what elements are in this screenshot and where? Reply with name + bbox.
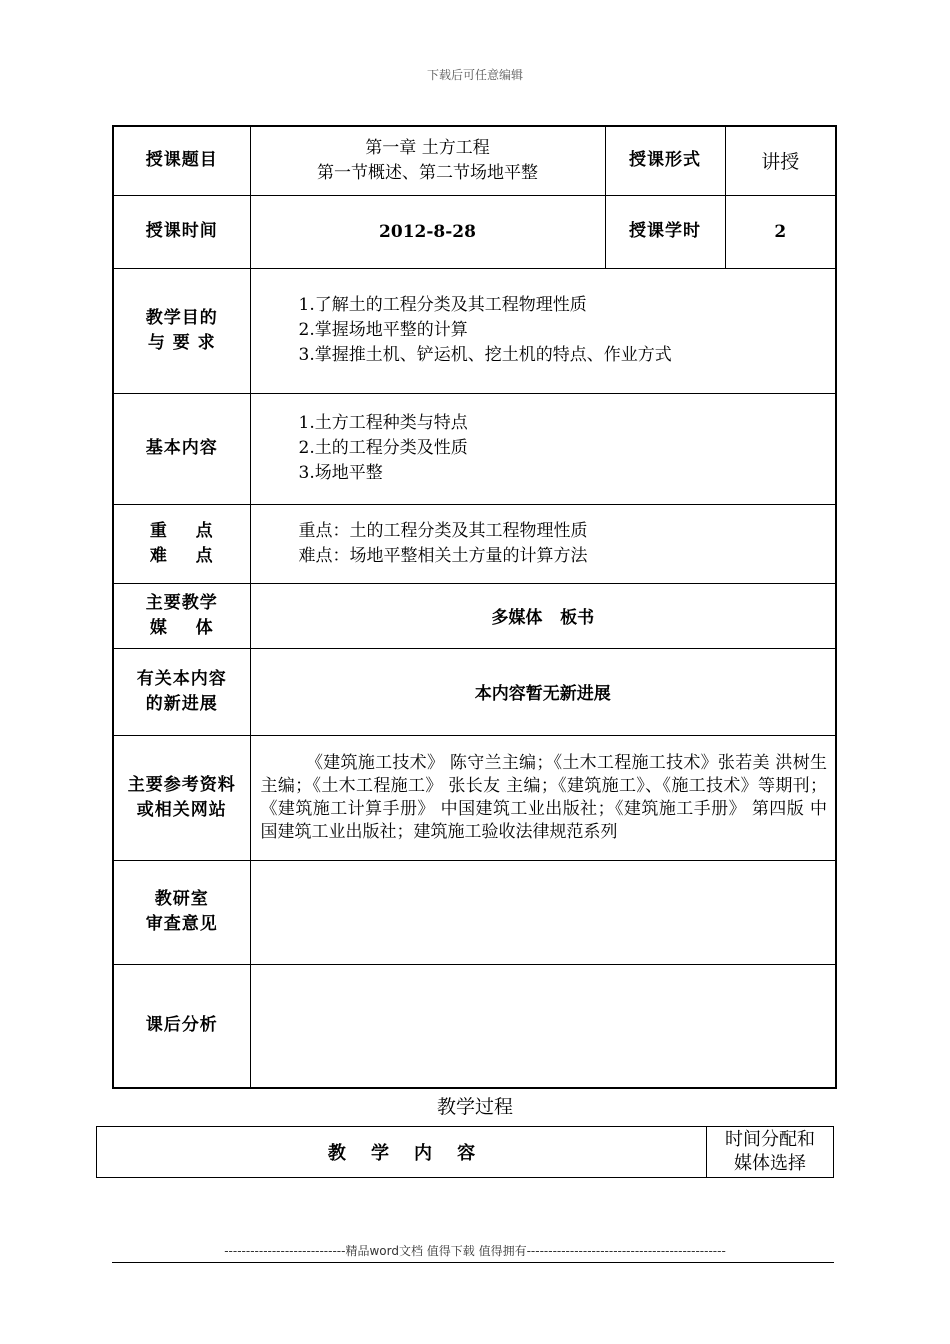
- topic-value: [250, 126, 605, 195]
- refs-label-line-1: 主要参考资料: [127, 774, 236, 795]
- media-label-line-2: 媒 体: [149, 617, 214, 638]
- lesson-plan-table: [112, 125, 837, 1089]
- goals-list: [250, 268, 836, 393]
- review-label-line-1: 教研室: [154, 889, 209, 909]
- contents-list: [250, 393, 836, 504]
- refs-value: 《建筑施工技术》 陈守兰主编；《土木工程施工技术》张若美 洪树生主编；《土木工程施工》 张长友 主编；《建筑施工》、《施工技术》等期刊；《建筑施工计算手册》 中国建筑工业出版社；《建筑施工手册》 第四版 中国建筑工业出版社；建筑施工验收法律规范系列: [250, 735, 836, 860]
- topic-line-1: 第一章 土方工程: [365, 137, 490, 158]
- goals-label-line-2: 与 要 求: [147, 332, 216, 353]
- row-key-points: [113, 504, 836, 583]
- hours-value: 2: [725, 195, 836, 268]
- goals-label-line-1: 教学目的: [145, 307, 218, 328]
- row-references: [113, 735, 836, 860]
- difficult-point: 难点：场地平整相关土方量的计算方法: [298, 545, 588, 566]
- process-time-header-line-1: 时间分配和: [725, 1129, 815, 1150]
- process-content-header: 教 学 内 容: [97, 1127, 707, 1178]
- form-label: 授课形式: [605, 126, 725, 195]
- topic-label: 授课题目: [113, 126, 250, 195]
- row-progress: [113, 648, 836, 735]
- process-title: 教学过程: [436, 1096, 513, 1118]
- hours-label: 授课学时: [605, 195, 725, 268]
- list-item: 2.土的工程分类及性质: [298, 438, 468, 458]
- form-value: 讲授: [725, 126, 836, 195]
- row-review: [113, 860, 836, 964]
- process-table: [96, 1126, 834, 1178]
- footer-note: ----------------------------精品word文档 值得下载 值得拥有----------------------------------------------: [224, 1244, 726, 1258]
- progress-value: 本内容暂无新进展: [250, 648, 836, 735]
- row-analysis: [113, 964, 836, 1088]
- process-header-row: [97, 1127, 834, 1178]
- progress-label: [113, 648, 250, 735]
- topic-line-2: 第一节概述、第二节场地平整: [317, 162, 538, 183]
- list-item: 3.掌握推土机、铲运机、挖土机的特点、作业方式: [298, 345, 672, 365]
- row-media: [113, 583, 836, 648]
- goals-label: [113, 268, 250, 393]
- progress-label-line-2: 的新进展: [145, 693, 218, 714]
- analysis-label: 课后分析: [113, 964, 250, 1088]
- header-note: 下载后可任意编辑: [426, 68, 523, 82]
- list-item: 2.掌握场地平整的计算: [298, 320, 468, 340]
- row-goals: [113, 268, 836, 393]
- time-label: 授课时间: [113, 195, 250, 268]
- media-label: [113, 583, 250, 648]
- list-item: 1.土方工程种类与特点: [298, 413, 468, 433]
- analysis-value[interactable]: [250, 964, 836, 1088]
- key-label-line-1: 重 点: [149, 520, 214, 541]
- refs-label: [113, 735, 250, 860]
- key-label: [113, 504, 250, 583]
- row-topic: [113, 126, 836, 195]
- row-time: [113, 195, 836, 268]
- list-item: 1.了解土的工程分类及其工程物理性质: [298, 295, 587, 315]
- row-contents: [113, 393, 836, 504]
- process-time-header: [707, 1127, 834, 1178]
- key-label-line-2: 难 点: [149, 545, 214, 566]
- contents-label: 基本内容: [113, 393, 250, 504]
- list-item: 3.场地平整: [298, 463, 383, 483]
- review-value[interactable]: [250, 860, 836, 964]
- refs-label-line-2: 或相关网站: [136, 799, 227, 820]
- key-point: 重点：土的工程分类及其工程物理性质: [298, 520, 588, 541]
- footer-divider: [112, 1262, 834, 1263]
- key-points: [250, 504, 836, 583]
- review-label: [113, 860, 250, 964]
- progress-label-line-1: 有关本内容: [136, 668, 227, 689]
- process-time-header-line-2: 媒体选择: [734, 1153, 806, 1174]
- review-label-line-2: 审查意见: [145, 914, 218, 934]
- time-value: 2012-8-28: [250, 195, 605, 268]
- media-value: 多媒体 板书: [250, 583, 836, 648]
- media-label-line-1: 主要教学: [145, 592, 218, 613]
